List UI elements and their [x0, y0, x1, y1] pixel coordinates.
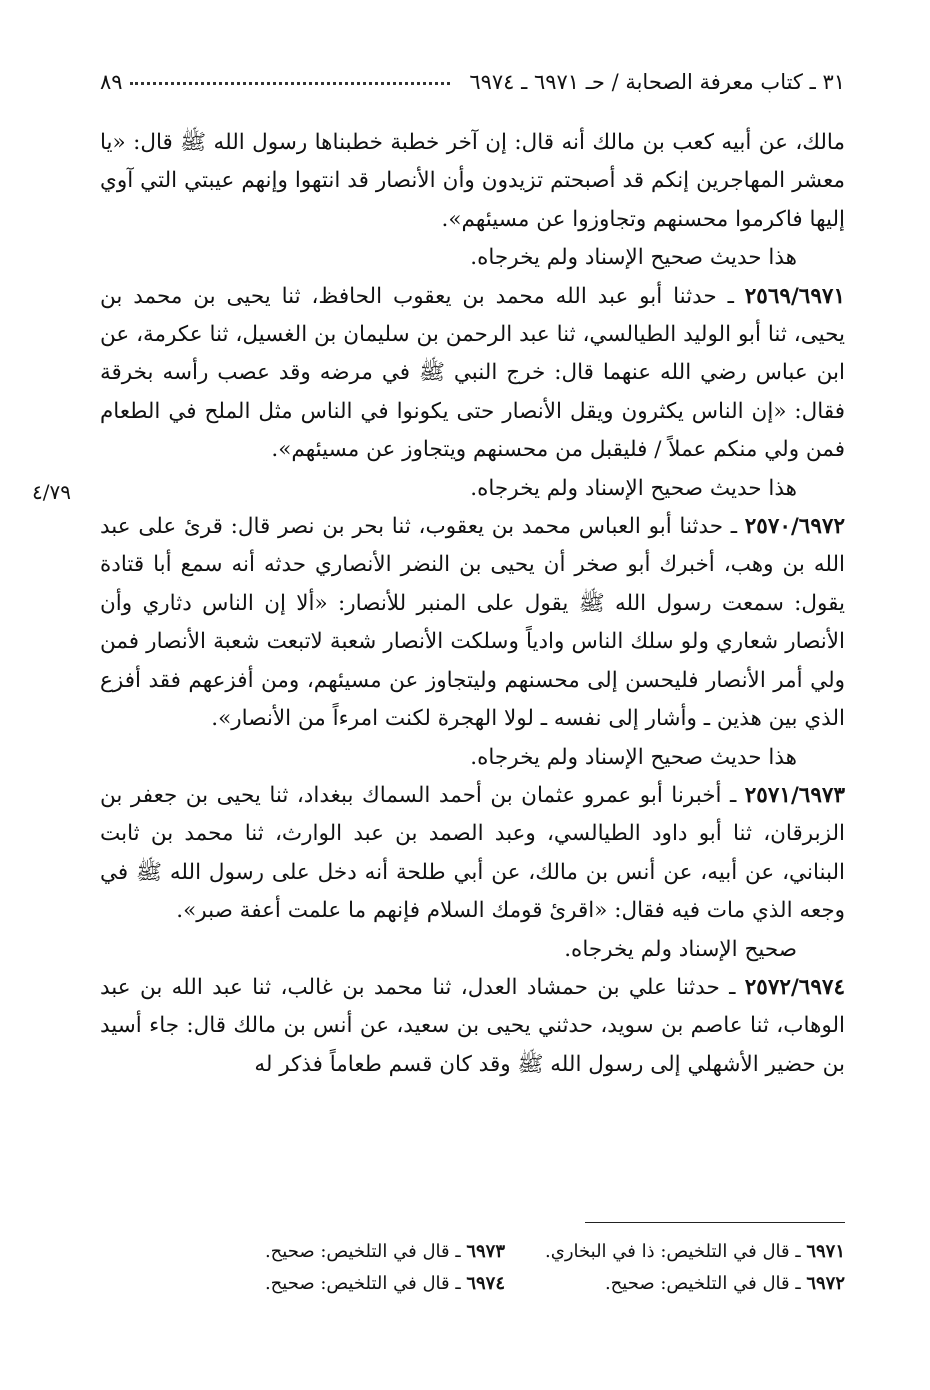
hadith-text: ـ حدثنا أبو عبد الله محمد بن يعقوب الحافظ، ثنا يحيى بن محمد بن يحيى، ثنا أبو الوليد الطيالسي، ثنا عبد الرحمن بن سليمان بن الغسيل، ثنا عكرمة، عن ابن عباس رضي الله عنهما قال: خرج النبي ﷺ في مرضه وقد عصب رأسه بخرقة فقال: «إن الناس يكثرون ويقل الأنصار حتى يكونوا في الناس مثل الملح في الطعام فمن ولي منكم عملاً / فليقبل من محسنهم ويتجاوز عن مسيئهم». [100, 283, 845, 463]
footnote [505, 1236, 845, 1268]
hadith-entry [100, 278, 845, 470]
hadith-number: ٢٥٦٩/٦٩٧١ [744, 283, 845, 309]
grading-text: صحيح الإسناد ولم يخرجاه. [564, 936, 797, 962]
footnote [165, 1236, 505, 1268]
footnote-divider [585, 1222, 845, 1223]
grading-text: هذا حديث صحيح الإسناد ولم يخرجاه. [470, 744, 797, 770]
hadith-entry [100, 777, 845, 931]
footnotes [100, 1236, 845, 1300]
footnote-number: ٦٩٧١ [806, 1241, 845, 1262]
hadith-text: ـ حدثنا أبو العباس محمد بن يعقوب، ثنا بحر بن نصر قال: قرئ على عبد الله بن وهب، أخبرك أبو صخر أن يحيى بن النضر الأنصاري حدثه أنه سمع أبا قتادة يقول: سمعت رسول الله ﷺ يقول على المنبر للأنصار: «ألا إن الناس دثاري وأن الأنصار شعاري ولو سلك الناس وادياً وسلكت الأنصار شعبة لاتبعت شعبة الأنصار فمن ولي أمر الأنصار فليحسن إلى محسنهم وليتجاوز عن مسيئهم، ومن أفزعهم فقد أفزع الذي بين هذين ـ وأشار إلى نفسه ـ لولا الهجرة لكنت امرءاً من الأنصار». [100, 514, 845, 732]
running-header [100, 68, 845, 102]
grading-text: هذا حديث صحيح الإسناد ولم يخرجاه. [470, 475, 797, 501]
hadith-number: ٢٥٧١/٦٩٧٣ [744, 782, 845, 808]
footnote [505, 1268, 845, 1300]
footnote-row [100, 1236, 845, 1268]
footnote-text: ـ قال في التلخيص: صحيح. [264, 1241, 467, 1262]
grading-note [100, 739, 845, 777]
footnote-number: ٦٩٧٣ [466, 1241, 505, 1262]
hadith-text: ـ حدثنا علي بن حمشاد العدل، ثنا محمد بن غالب، ثنا عبد الله بن عبد الوهاب، ثنا عاصم بن سويد، حدثني يحيى بن سعيد، عن أنس بن مالك قال: جاء أسيد بن حضير الأشهلي إلى رسول الله ﷺ وقد كان قسم طعاماً فذكر له [100, 974, 845, 1077]
grading-text: هذا حديث صحيح الإسناد ولم يخرجاه. [470, 245, 797, 271]
footnote-text: ـ قال في التلخيص: ذا في البخاري. [545, 1241, 807, 1262]
footnote-text: ـ قال في التلخيص: صحيح. [604, 1273, 807, 1294]
main-text [100, 124, 845, 1084]
margin-reference: ٤/٧٩ [32, 480, 71, 504]
page-number: ٨٩ [100, 70, 123, 94]
paragraph-text: مالك، عن أبيه كعب بن مالك أنه قال: إن آخر خطبة خطبناها رسول الله ﷺ قال: «يا معشر المهاجرين إنكم قد أصبحتم تزيدون وأن الأنصار قد انتهوا وإنهم عيبتي التي آوي إليها فاكرموا محسنهم وتجاوزوا عن مسيئهم». [100, 130, 845, 232]
footnote-number: ٦٩٧٢ [806, 1273, 845, 1294]
footnote-text: ـ قال في التلخيص: صحيح. [264, 1273, 467, 1294]
hadith-number: ٢٥٧٠/٦٩٧٢ [744, 514, 845, 540]
header-title: ٣١ ـ كتاب معرفة الصحابة / حـ ٦٩٧١ ـ ٦٩٧٤ [469, 70, 845, 94]
header-dot-leader [130, 82, 450, 85]
hadith-entry [100, 508, 845, 738]
footnote-number: ٦٩٧٤ [466, 1273, 505, 1294]
hadith-text: ـ أخبرنا أبو عمرو عثمان بن أحمد السماك ببغداد، ثنا يحيى بن جعفر بن الزبرقان، ثنا أبو داود الطيالسي، وعبد الصمد بن عبد الوارث، ثنا محمد بن ثابت البناني، عن أبيه، عن أنس بن مالك، عن أبي طلحة أنه دخل على رسول الله ﷺ في وجعه الذي مات فيه فقال: «اقرئ قومك السلام فإنهم ما علمت أعفة صبر». [100, 782, 845, 924]
footnote-row [100, 1268, 845, 1300]
grading-note [100, 931, 845, 969]
footnote [165, 1268, 505, 1300]
hadith-number: ٢٥٧٢/٦٩٧٤ [744, 974, 845, 1000]
grading-note [100, 470, 845, 508]
paragraph [100, 124, 845, 239]
grading-note [100, 239, 845, 277]
hadith-entry [100, 969, 845, 1084]
